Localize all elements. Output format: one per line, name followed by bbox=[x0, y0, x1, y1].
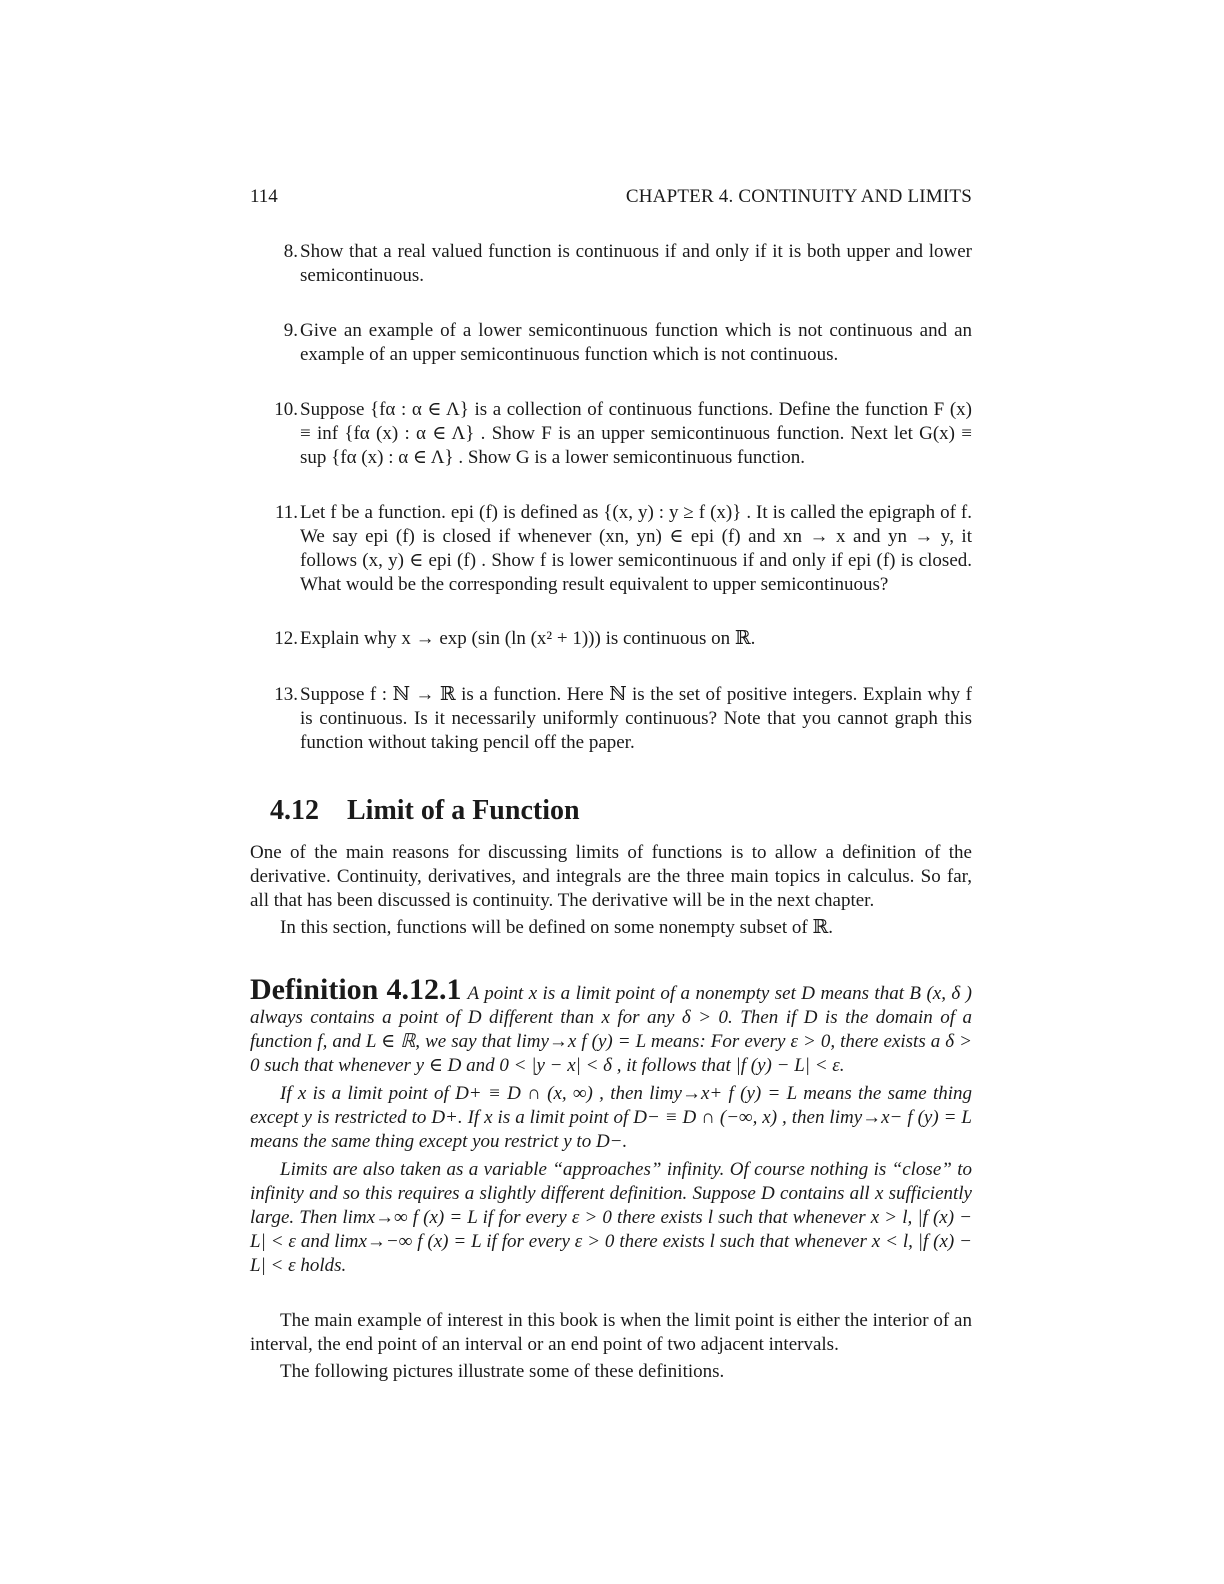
page-number: 114 bbox=[250, 186, 278, 207]
exercise-text: Suppose {fα : α ∈ Λ} is a collection of continuous functions. Define the function F (x) ≡ inf {fα (x) : α ∈ Λ} . Show F is an upper semicontinuous function. Next let G(x) ≡ sup {fα (x) : α ∈ Λ} . Show G is a lower semicontinuous function. bbox=[300, 399, 972, 468]
exercise-text: Explain why x → exp (sin (ln (x² + 1))) is continuous on ℝ. bbox=[300, 628, 756, 649]
definition-paragraph: A point x is a limit point of a nonempty set D means that B (x, δ ) always contains a point of D different than x for any δ > 0. Then if D is the domain of a function f, and L ∈ ℝ, we say that limy→x f (y) = L means: For every ε > 0, there exists a δ > 0 such that whenever y ∈ D and 0 < |y − x| < δ , it follows that |f (y) − L| < ε. bbox=[250, 983, 972, 1076]
exercise-number: 10. bbox=[274, 399, 298, 420]
exercise-number: 9. bbox=[283, 320, 298, 341]
intro-paragraph: One of the main reasons for discussing limits of functions is to allow a definition of the derivative. Continuity, derivatives, and integrals are the three main topics in calculus. So far, all that has been discussed is continuity. The derivative will be in the next chapter. bbox=[250, 842, 972, 911]
exercise-number: 11. bbox=[274, 502, 298, 523]
intro-paragraph-2: In this section, functions will be defined on some nonempty subset of ℝ. bbox=[280, 917, 833, 938]
exercise-11 bbox=[250, 501, 972, 597]
exercise-number: 12. bbox=[274, 628, 298, 649]
definition-block bbox=[250, 973, 972, 1282]
section-title: Limit of a Function bbox=[347, 795, 580, 826]
exercise-13 bbox=[250, 683, 972, 755]
exercise-12 bbox=[250, 627, 972, 651]
exercise-number: 8. bbox=[283, 241, 298, 262]
exercise-text: Give an example of a lower semicontinuous function which is not continuous and an example of an upper semicontinuous function which is not continuous. bbox=[300, 320, 972, 365]
closing-paragraph: The main example of interest in this book is when the limit point is either the interior of an interval, the end point of an interval or an end point of two adjacent intervals. bbox=[250, 1310, 972, 1355]
definition-paragraph-2: If x is a limit point of D+ ≡ D ∩ (x, ∞) , then limy→x+ f (y) = L means the same thing except y is restricted to D+. If x is a limit point of D− ≡ D ∩ (−∞, x) , then limy→x− f (y) = L means the same thing except you restrict y to D−. bbox=[250, 1083, 972, 1152]
exercise-8 bbox=[250, 240, 972, 288]
exercise-text: Suppose f : ℕ → ℝ is a function. Here ℕ is the set of positive integers. Explain why f is continuous. Is it necessarily uniformly continuous? Note that you cannot graph this function without taking pencil off the paper. bbox=[300, 684, 972, 753]
definition-paragraph-3: Limits are also taken as a variable “approaches” infinity. Of course nothing is “close” to infinity and so this requires a slightly different definition. Suppose D contains all x sufficiently large. Then limx→∞ f (x) = L if for every ε > 0 there exists l such that whenever x > l, |f (x) − L| < ε and limx→−∞ f (x) = L if for every ε > 0 there exists l such that whenever x < l, |f (x) − L| < ε holds. bbox=[250, 1159, 972, 1276]
exercise-text: Show that a real valued function is continuous if and only if it is both upper and lower semicontinuous. bbox=[300, 241, 972, 286]
section-number: 4.12 bbox=[270, 795, 319, 826]
exercise-number: 13. bbox=[274, 684, 298, 705]
chapter-title: CHAPTER 4. CONTINUITY AND LIMITS bbox=[625, 186, 972, 207]
page bbox=[250, 0, 972, 1584]
exercise-9 bbox=[250, 319, 972, 367]
exercise-text: Let f be a function. epi (f) is defined as {(x, y) : y ≥ f (x)} . It is called the epigraph of f. We say epi (f) is closed if whenever (xn, yn) ∈ epi (f) and xn → x and yn → y, it follows (x, y) ∈ epi (f) . Show f is lower semicontinuous if and only if epi (f) is closed. What would be the corresponding result equivalent to upper semicontinuous? bbox=[300, 502, 972, 595]
closing-paragraph-2: The following pictures illustrate some of these definitions. bbox=[280, 1361, 725, 1382]
exercise-10 bbox=[250, 398, 972, 470]
section-heading bbox=[270, 795, 580, 827]
definition-label: Definition 4.12.1 bbox=[250, 973, 462, 1006]
